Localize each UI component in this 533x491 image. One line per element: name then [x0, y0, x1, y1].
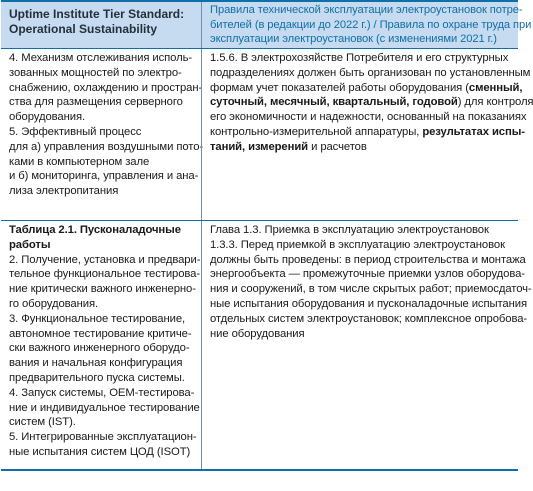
text-run: 1.5.6. В электрохозяйстве Потребителя и его структурных	[210, 52, 509, 64]
text-line: вания и начальная конфигурация	[9, 357, 183, 370]
text-line	[210, 140, 512, 155]
text-line: 5. Эффективный процесс	[9, 125, 142, 138]
bold-text: результатах испы-	[422, 125, 525, 138]
text-line: и б) мониторинга, управления и ана-	[9, 170, 199, 183]
text-line: предварительного пуска системы.	[9, 371, 185, 384]
text-line: Глава 1.3. Приемка в эксплуатацию электроустановок	[210, 224, 489, 236]
text-line: ния и сооружений, в том числе скрытых работ; приемосдаточ-	[210, 283, 532, 296]
text-line: ски важного инженерного оборудо-	[9, 342, 190, 355]
text-line: должны быть проведены: в период строительства и монтажа	[210, 253, 526, 266]
comparison-table	[1, 0, 533, 471]
text-line: для а) управления воздушными пото-	[9, 140, 204, 153]
text-line: 3. Функциональное тестирование,	[9, 312, 186, 325]
text-line: снабжению, охлаждению и простран-	[9, 81, 203, 94]
header-left-line: Operational Sustainability	[9, 22, 158, 36]
text-line: зованных мощностей по электро-	[9, 66, 182, 79]
text-line: го оборудования.	[9, 297, 98, 310]
text-line: отдельных систем электроустановок; комплексное опробова-	[210, 312, 528, 325]
bold-text: суточный, месячный, квартальный, годовой	[210, 96, 458, 109]
text-line: ние оборудования	[210, 327, 305, 340]
text-run: и расчетов	[308, 140, 367, 153]
text-run: контрольно-измерительной аппаратуры,	[210, 125, 423, 138]
text-line	[210, 125, 525, 140]
text-line: лиза электропитания	[9, 185, 119, 198]
text-run: его экономичности и надежности, основанный на показаниях	[210, 111, 527, 124]
text-line	[210, 66, 531, 81]
text-line: ками в компьютерном зале	[9, 155, 150, 168]
text-run: формам учет показателей работы оборудования (	[210, 81, 469, 94]
row2-right-cell	[201, 221, 532, 469]
text-run: ) для контроля	[457, 96, 533, 109]
text-run: подразделениях должен быть организован по установленным	[210, 66, 531, 79]
text-line: энергообъекта — промежуточные приемки узлов оборудова-	[210, 268, 525, 281]
header-left-cell	[1, 2, 201, 48]
text-line: систем (IST).	[9, 416, 76, 429]
row2-left-cell	[1, 221, 201, 469]
header-right-cell	[201, 2, 532, 48]
header-left-line: Uptime Institute Tier Standard:	[9, 7, 185, 21]
text-line	[210, 81, 523, 96]
text-line: ства для размещения серверного	[9, 96, 183, 109]
bold-text: сменный,	[468, 81, 523, 94]
text-line	[210, 95, 533, 110]
text-line: ные испытания оборудования и пусконаладочные испытания	[210, 297, 527, 310]
text-line: 4. Механизм отслеживания исполь-	[9, 52, 193, 64]
table-header	[1, 2, 532, 49]
text-line: автономное тестирование критиче-	[9, 327, 192, 340]
text-line: ние критически важного инженерно-	[9, 283, 196, 296]
text-line	[210, 110, 527, 125]
text-line: 4. Запуск системы, OEM-тестирова-	[9, 386, 195, 399]
text-line: ние и индивидуальное тестирование	[9, 401, 200, 414]
text-line	[210, 51, 512, 66]
text-line: 2. Получение, установка и предвари-	[9, 253, 201, 266]
text-line: 1.3.3. Перед приемкой в эксплуатацию электроустановок	[210, 238, 505, 251]
text-line: ные испытания систем ЦОД (ISOT)	[9, 445, 191, 458]
header-right-line: эксплуатации электроустановок (с изменениями 2021 г.)	[210, 33, 497, 46]
header-right-line: Правила технической эксплуатации электроустановок потре-	[210, 4, 523, 16]
header-right-line: бителей (в редакции до 2022 г.) / Правила по охране труда при	[210, 18, 532, 31]
bold-text: таний, измерений	[210, 140, 309, 153]
text-line: 5. Интегрированные эксплуатацион-	[9, 431, 197, 444]
text-line: оборудования.	[9, 111, 86, 124]
text-line: работы	[9, 238, 51, 251]
text-line: тельное функциональное тестирова-	[9, 268, 201, 281]
row1-right-cell	[201, 49, 533, 220]
table-row	[1, 49, 533, 221]
row1-left-cell	[1, 49, 204, 220]
text-line: Таблица 2.1. Пусконаладочные	[9, 224, 181, 236]
table-row	[1, 221, 532, 469]
